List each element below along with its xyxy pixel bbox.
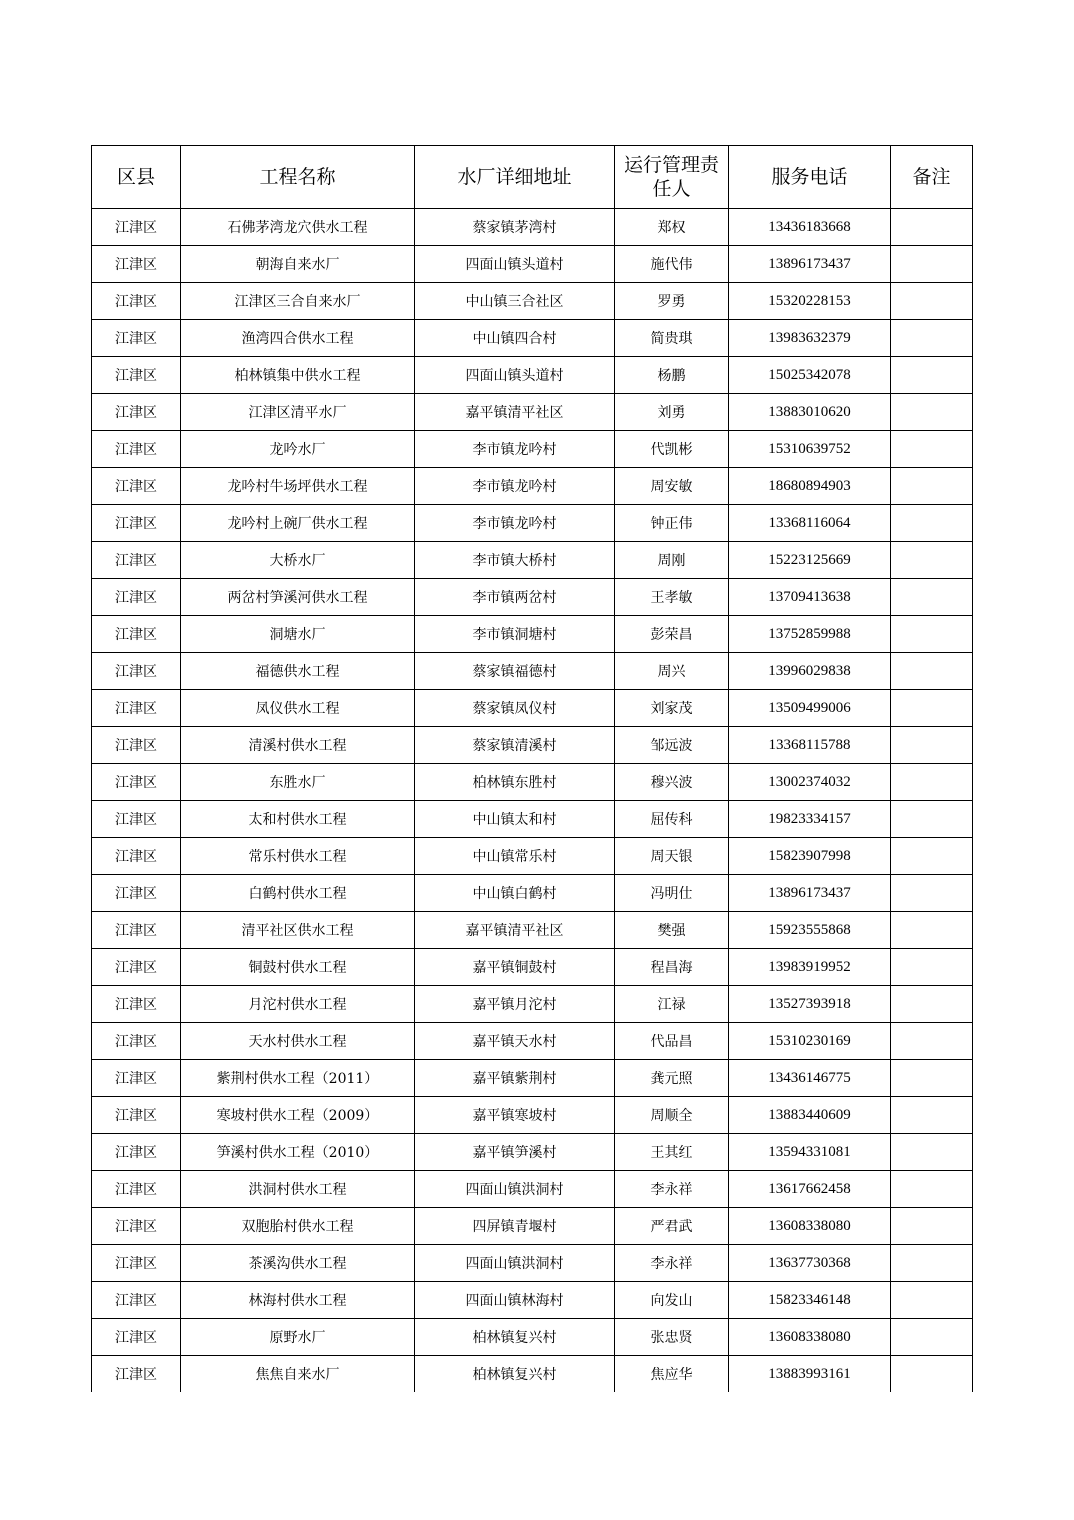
cell-district: 江津区 — [92, 209, 181, 246]
header-project-name: 工程名称 — [181, 146, 415, 209]
cell-project-name: 清溪村供水工程 — [181, 727, 415, 764]
cell-manager: 邹远波 — [615, 727, 729, 764]
cell-remarks — [891, 1171, 973, 1208]
cell-manager: 周刚 — [615, 542, 729, 579]
cell-project-name: 渔湾四合供水工程 — [181, 320, 415, 357]
cell-district: 江津区 — [92, 394, 181, 431]
cell-project-name: 寒坡村供水工程（2009） — [181, 1097, 415, 1134]
table-row — [92, 727, 973, 764]
cell-project-name: 江津区三合自来水厂 — [181, 283, 415, 320]
cell-project-name: 紫荆村供水工程（2011） — [181, 1060, 415, 1097]
table-row — [92, 690, 973, 727]
table-row — [92, 1282, 973, 1319]
cell-project-name: 清平社区供水工程 — [181, 912, 415, 949]
cell-manager: 向发山 — [615, 1282, 729, 1319]
cell-district: 江津区 — [92, 542, 181, 579]
cell-remarks — [891, 838, 973, 875]
table-row — [92, 320, 973, 357]
cell-district: 江津区 — [92, 616, 181, 653]
table-row — [92, 949, 973, 986]
cell-manager: 严君武 — [615, 1208, 729, 1245]
cell-plant-address: 李市镇龙吟村 — [415, 505, 615, 542]
table-header — [92, 146, 973, 209]
cell-plant-address: 中山镇三合社区 — [415, 283, 615, 320]
cell-district: 江津区 — [92, 764, 181, 801]
cell-manager: 周顺全 — [615, 1097, 729, 1134]
cell-manager: 杨鹏 — [615, 357, 729, 394]
cell-plant-address: 四屏镇青堰村 — [415, 1208, 615, 1245]
cell-district: 江津区 — [92, 1171, 181, 1208]
table-row — [92, 616, 973, 653]
cell-manager: 郑权 — [615, 209, 729, 246]
cell-remarks — [891, 1097, 973, 1134]
table-row — [92, 653, 973, 690]
cell-plant-address: 李市镇龙吟村 — [415, 468, 615, 505]
cell-remarks — [891, 394, 973, 431]
cell-plant-address: 蔡家镇清溪村 — [415, 727, 615, 764]
cell-manager: 冯明仕 — [615, 875, 729, 912]
cell-service-phone: 13637730368 — [729, 1245, 891, 1282]
cell-remarks — [891, 579, 973, 616]
cell-plant-address: 柏林镇复兴村 — [415, 1319, 615, 1356]
cell-remarks — [891, 801, 973, 838]
cell-district: 江津区 — [92, 1245, 181, 1282]
cell-district: 江津区 — [92, 912, 181, 949]
cell-remarks — [891, 912, 973, 949]
cell-remarks — [891, 542, 973, 579]
cell-service-phone: 15025342078 — [729, 357, 891, 394]
cell-plant-address: 嘉平镇清平社区 — [415, 394, 615, 431]
cell-manager: 简贵琪 — [615, 320, 729, 357]
cell-remarks — [891, 357, 973, 394]
cell-remarks — [891, 320, 973, 357]
table-row — [92, 209, 973, 246]
table-row — [92, 801, 973, 838]
cell-project-name: 洞塘水厂 — [181, 616, 415, 653]
cell-district: 江津区 — [92, 283, 181, 320]
cell-remarks — [891, 1245, 973, 1282]
cell-plant-address: 中山镇四合村 — [415, 320, 615, 357]
cell-remarks — [891, 616, 973, 653]
cell-district: 江津区 — [92, 838, 181, 875]
cell-remarks — [891, 283, 973, 320]
cell-plant-address: 柏林镇复兴村 — [415, 1356, 615, 1393]
cell-district: 江津区 — [92, 320, 181, 357]
table-row — [92, 283, 973, 320]
cell-remarks — [891, 1060, 973, 1097]
cell-remarks — [891, 690, 973, 727]
cell-plant-address: 李市镇两岔村 — [415, 579, 615, 616]
cell-plant-address: 李市镇龙吟村 — [415, 431, 615, 468]
cell-project-name: 原野水厂 — [181, 1319, 415, 1356]
table-row — [92, 1319, 973, 1356]
cell-district: 江津区 — [92, 246, 181, 283]
cell-service-phone: 13983919952 — [729, 949, 891, 986]
cell-plant-address: 嘉平镇笋溪村 — [415, 1134, 615, 1171]
table-row — [92, 764, 973, 801]
cell-plant-address: 四面山镇林海村 — [415, 1282, 615, 1319]
cell-remarks — [891, 209, 973, 246]
cell-plant-address: 嘉平镇清平社区 — [415, 912, 615, 949]
cell-plant-address: 蔡家镇凤仪村 — [415, 690, 615, 727]
cell-remarks — [891, 653, 973, 690]
cell-remarks — [891, 246, 973, 283]
cell-manager: 罗勇 — [615, 283, 729, 320]
cell-project-name: 石佛茅湾龙穴供水工程 — [181, 209, 415, 246]
cell-district: 江津区 — [92, 1097, 181, 1134]
cell-manager: 周兴 — [615, 653, 729, 690]
cell-district: 江津区 — [92, 1319, 181, 1356]
cell-service-phone: 13436183668 — [729, 209, 891, 246]
cell-service-phone: 13527393918 — [729, 986, 891, 1023]
cell-service-phone: 13896173437 — [729, 875, 891, 912]
cell-manager: 钟正伟 — [615, 505, 729, 542]
cell-service-phone: 13509499006 — [729, 690, 891, 727]
table-row — [92, 875, 973, 912]
table-row — [92, 357, 973, 394]
cell-manager: 焦应华 — [615, 1356, 729, 1393]
header-plant-address: 水厂详细地址 — [415, 146, 615, 209]
cell-plant-address: 蔡家镇福德村 — [415, 653, 615, 690]
table-row — [92, 1097, 973, 1134]
cell-plant-address: 中山镇太和村 — [415, 801, 615, 838]
cell-plant-address: 柏林镇东胜村 — [415, 764, 615, 801]
cell-project-name: 龙吟村上碗厂供水工程 — [181, 505, 415, 542]
cell-plant-address: 中山镇常乐村 — [415, 838, 615, 875]
cell-project-name: 朝海自来水厂 — [181, 246, 415, 283]
header-service-phone: 服务电话 — [729, 146, 891, 209]
cell-project-name: 铜鼓村供水工程 — [181, 949, 415, 986]
table-row — [92, 1208, 973, 1245]
cell-service-phone: 13608338080 — [729, 1208, 891, 1245]
cell-project-name: 茶溪沟供水工程 — [181, 1245, 415, 1282]
header-remarks: 备注 — [891, 146, 973, 209]
cell-plant-address: 嘉平镇紫荆村 — [415, 1060, 615, 1097]
cell-plant-address: 嘉平镇月沱村 — [415, 986, 615, 1023]
cell-plant-address: 蔡家镇茅湾村 — [415, 209, 615, 246]
cell-service-phone: 15823907998 — [729, 838, 891, 875]
cell-district: 江津区 — [92, 1208, 181, 1245]
cell-district: 江津区 — [92, 1282, 181, 1319]
cell-service-phone: 13002374032 — [729, 764, 891, 801]
table-row — [92, 912, 973, 949]
cell-district: 江津区 — [92, 505, 181, 542]
cell-remarks — [891, 1134, 973, 1171]
cell-project-name: 月沱村供水工程 — [181, 986, 415, 1023]
cell-manager: 龚元照 — [615, 1060, 729, 1097]
cell-service-phone: 13883010620 — [729, 394, 891, 431]
table-row — [92, 1245, 973, 1282]
cell-plant-address: 中山镇白鹤村 — [415, 875, 615, 912]
table-row — [92, 246, 973, 283]
table-row — [92, 1023, 973, 1060]
table-row — [92, 1171, 973, 1208]
table-row — [92, 838, 973, 875]
cell-project-name: 柏林镇集中供水工程 — [181, 357, 415, 394]
cell-manager: 王孝敏 — [615, 579, 729, 616]
cell-manager: 江禄 — [615, 986, 729, 1023]
cell-service-phone: 13883440609 — [729, 1097, 891, 1134]
cell-remarks — [891, 875, 973, 912]
cell-district: 江津区 — [92, 690, 181, 727]
cell-service-phone: 19823334157 — [729, 801, 891, 838]
cell-district: 江津区 — [92, 1060, 181, 1097]
cell-district: 江津区 — [92, 1356, 181, 1393]
cell-plant-address: 李市镇大桥村 — [415, 542, 615, 579]
cell-project-name: 大桥水厂 — [181, 542, 415, 579]
cell-manager: 周天银 — [615, 838, 729, 875]
cell-project-name: 林海村供水工程 — [181, 1282, 415, 1319]
cell-remarks — [891, 727, 973, 764]
cell-manager: 王其红 — [615, 1134, 729, 1171]
cell-district: 江津区 — [92, 1134, 181, 1171]
cell-plant-address: 嘉平镇寒坡村 — [415, 1097, 615, 1134]
cell-district: 江津区 — [92, 357, 181, 394]
table-row — [92, 1356, 973, 1393]
cell-service-phone: 13594331081 — [729, 1134, 891, 1171]
cell-manager: 施代伟 — [615, 246, 729, 283]
cell-remarks — [891, 1023, 973, 1060]
cell-remarks — [891, 1208, 973, 1245]
table-row — [92, 1134, 973, 1171]
cell-project-name: 福德供水工程 — [181, 653, 415, 690]
cell-district: 江津区 — [92, 468, 181, 505]
cell-manager: 屈传科 — [615, 801, 729, 838]
cell-remarks — [891, 986, 973, 1023]
cell-manager: 刘勇 — [615, 394, 729, 431]
cell-remarks — [891, 468, 973, 505]
cell-service-phone: 13896173437 — [729, 246, 891, 283]
cell-manager: 李永祥 — [615, 1171, 729, 1208]
cell-plant-address: 四面山镇洪洞村 — [415, 1171, 615, 1208]
cell-plant-address: 嘉平镇天水村 — [415, 1023, 615, 1060]
cell-manager: 穆兴波 — [615, 764, 729, 801]
cell-manager: 彭荣昌 — [615, 616, 729, 653]
header-row — [92, 146, 973, 209]
cell-district: 江津区 — [92, 431, 181, 468]
cell-district: 江津区 — [92, 986, 181, 1023]
cell-plant-address: 四面山镇头道村 — [415, 357, 615, 394]
cell-manager: 代品昌 — [615, 1023, 729, 1060]
cell-service-phone: 15310639752 — [729, 431, 891, 468]
cell-manager: 张忠贤 — [615, 1319, 729, 1356]
cell-district: 江津区 — [92, 727, 181, 764]
table-row — [92, 579, 973, 616]
cell-project-name: 龙吟村牛场坪供水工程 — [181, 468, 415, 505]
cell-service-phone: 13617662458 — [729, 1171, 891, 1208]
cell-service-phone: 13436146775 — [729, 1060, 891, 1097]
cell-project-name: 东胜水厂 — [181, 764, 415, 801]
cell-project-name: 笋溪村供水工程（2010） — [181, 1134, 415, 1171]
cell-manager: 李永祥 — [615, 1245, 729, 1282]
cell-service-phone: 15923555868 — [729, 912, 891, 949]
cell-remarks — [891, 1356, 973, 1393]
cell-manager: 刘家茂 — [615, 690, 729, 727]
table-row — [92, 986, 973, 1023]
cell-manager: 代凯彬 — [615, 431, 729, 468]
cell-service-phone: 13996029838 — [729, 653, 891, 690]
cell-project-name: 江津区清平水厂 — [181, 394, 415, 431]
cell-district: 江津区 — [92, 949, 181, 986]
cell-project-name: 两岔村笋溪河供水工程 — [181, 579, 415, 616]
cell-remarks — [891, 1282, 973, 1319]
cell-service-phone: 13368116064 — [729, 505, 891, 542]
cell-remarks — [891, 764, 973, 801]
cell-plant-address: 李市镇洞塘村 — [415, 616, 615, 653]
table-row — [92, 468, 973, 505]
cell-service-phone: 15310230169 — [729, 1023, 891, 1060]
table-row — [92, 542, 973, 579]
cell-plant-address: 四面山镇洪洞村 — [415, 1245, 615, 1282]
cell-service-phone: 13883993161 — [729, 1356, 891, 1393]
cell-district: 江津区 — [92, 1023, 181, 1060]
water-supply-table — [91, 145, 973, 1392]
cell-project-name: 焦焦自来水厂 — [181, 1356, 415, 1393]
cell-manager: 樊强 — [615, 912, 729, 949]
cell-remarks — [891, 431, 973, 468]
cell-service-phone: 15823346148 — [729, 1282, 891, 1319]
cell-remarks — [891, 1319, 973, 1356]
cell-remarks — [891, 949, 973, 986]
cell-project-name: 洪洞村供水工程 — [181, 1171, 415, 1208]
cell-district: 江津区 — [92, 875, 181, 912]
cell-remarks — [891, 505, 973, 542]
cell-service-phone: 13752859988 — [729, 616, 891, 653]
cell-manager: 程昌海 — [615, 949, 729, 986]
table-row — [92, 505, 973, 542]
cell-service-phone: 18680894903 — [729, 468, 891, 505]
cell-service-phone: 13983632379 — [729, 320, 891, 357]
cell-project-name: 龙吟水厂 — [181, 431, 415, 468]
cell-service-phone: 15320228153 — [729, 283, 891, 320]
cell-service-phone: 15223125669 — [729, 542, 891, 579]
water-supply-table-sheet — [91, 145, 972, 1392]
cell-project-name: 太和村供水工程 — [181, 801, 415, 838]
cell-service-phone: 13709413638 — [729, 579, 891, 616]
cell-district: 江津区 — [92, 653, 181, 690]
table-row — [92, 431, 973, 468]
cell-project-name: 天水村供水工程 — [181, 1023, 415, 1060]
cell-service-phone: 13368115788 — [729, 727, 891, 764]
table-body — [92, 209, 973, 1393]
cell-project-name: 常乐村供水工程 — [181, 838, 415, 875]
cell-plant-address: 嘉平镇铜鼓村 — [415, 949, 615, 986]
cell-project-name: 双胞胎村供水工程 — [181, 1208, 415, 1245]
table-row — [92, 1060, 973, 1097]
cell-manager: 周安敏 — [615, 468, 729, 505]
table-row — [92, 394, 973, 431]
cell-project-name: 白鹤村供水工程 — [181, 875, 415, 912]
cell-plant-address: 四面山镇头道村 — [415, 246, 615, 283]
cell-project-name: 凤仪供水工程 — [181, 690, 415, 727]
cell-district: 江津区 — [92, 579, 181, 616]
cell-district: 江津区 — [92, 801, 181, 838]
cell-service-phone: 13608338080 — [729, 1319, 891, 1356]
header-manager: 运行管理责任人 — [615, 146, 729, 209]
header-district: 区县 — [92, 146, 181, 209]
